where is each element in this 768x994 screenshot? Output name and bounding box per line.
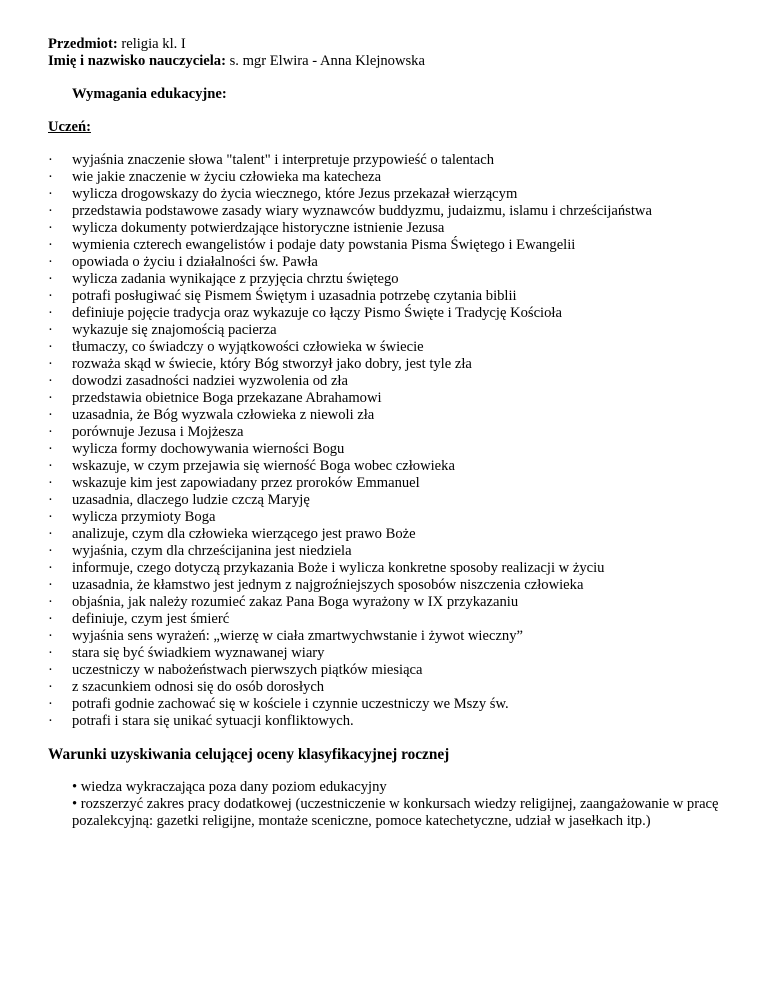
bullet-icon: ·: [48, 594, 53, 610]
requirement-text: wylicza przymioty Boga: [72, 509, 216, 525]
requirement-text: uczestniczy w nabożeństwach pierwszych piątków miesiąca: [72, 662, 423, 678]
requirement-text: wymienia czterech ewangelistów i podaje daty powstania Pisma Świętego i Ewangelii: [72, 237, 576, 253]
requirement-item: [48, 577, 748, 594]
requirement-text: przedstawia podstawowe zasady wiary wyznawców buddyzmu, judaizmu, islamu i chrześcijaństwa: [72, 203, 652, 219]
bullet-icon: ·: [48, 509, 53, 525]
requirement-text: wylicza dokumenty potwierdzające historyczne istnienie Jezusa: [72, 220, 445, 236]
bullet-icon: ·: [48, 271, 53, 287]
requirement-item: [48, 458, 748, 475]
bullet-icon: ·: [48, 186, 53, 202]
bullet-icon: ·: [48, 305, 53, 321]
requirement-item: [48, 628, 748, 645]
requirement-text: z szacunkiem odnosi się do osób dorosłych: [72, 679, 325, 695]
requirement-item: [48, 203, 748, 220]
requirement-text: analizuje, czym dla człowieka wierzącego jest prawo Boże: [72, 526, 416, 542]
bullet-icon: ·: [48, 475, 53, 491]
bullet-icon: ·: [48, 407, 53, 423]
requirement-text: potrafi posługiwać się Pismem Świętym i uzasadnia potrzebę czytania biblii: [72, 288, 517, 304]
conditions-title: Warunki uzyskiwania celującej oceny klasyfikacyjnej rocznej: [48, 746, 450, 763]
requirement-item: [48, 152, 748, 169]
requirement-text: porównuje Jezusa i Mojżesza: [72, 424, 244, 440]
requirement-text: definiuje, czym jest śmierć: [72, 611, 230, 627]
requirement-text: opowiada o życiu i działalności św. Pawła: [72, 254, 318, 270]
requirement-text: wyjaśnia sens wyrażeń: „wierzę w ciała zmartwychwstanie i żywot wieczny”: [72, 628, 523, 644]
requirement-item: [48, 220, 748, 237]
conditions-list: [72, 779, 748, 830]
bullet-icon: ·: [48, 662, 53, 678]
requirement-text: uzasadnia, że kłamstwo jest jednym z najgroźniejszych sposobów niszczenia człowieka: [72, 577, 584, 593]
teacher-label: Imię i nazwisko nauczyciela:: [48, 53, 226, 69]
condition-item: • rozszerzyć zakres pracy dodatkowej (uczestniczenie w konkursach wiedzy religijnej, zaangażowanie w pracę pozalekcyjną: gazetki religijne, montaże sceniczne, pomoce katechetyczne, udział w jasełkach itp.): [72, 796, 719, 829]
requirement-text: uzasadnia, dlaczego ludzie czczą Maryję: [72, 492, 310, 508]
bullet-icon: ·: [48, 424, 53, 440]
requirement-item: [48, 356, 748, 373]
requirement-text: wylicza drogowskazy do życia wiecznego, które Jezus przekazał wierzącym: [72, 186, 518, 202]
requirement-item: [48, 373, 748, 390]
requirement-item: [48, 169, 748, 186]
requirement-text: wykazuje się znajomością pacierza: [72, 322, 277, 338]
bullet-icon: ·: [48, 526, 53, 542]
requirement-item: [48, 407, 748, 424]
bullet-icon: ·: [48, 339, 53, 355]
bullet-icon: ·: [48, 543, 53, 559]
document-page: [48, 36, 748, 830]
requirement-item: [48, 441, 748, 458]
bullet-icon: ·: [48, 628, 53, 644]
requirement-item: [48, 594, 748, 611]
subject-line: [48, 36, 748, 53]
subject-value: religia kl. I: [117, 36, 186, 52]
requirement-text: przedstawia obietnice Boga przekazane Abrahamowi: [72, 390, 382, 406]
teacher-value: s. mgr Elwira - Anna Klejnowska: [225, 53, 425, 69]
requirements-title: Wymagania edukacyjne:: [72, 86, 227, 102]
bullet-icon: ·: [48, 288, 53, 304]
requirement-text: objaśnia, jak należy rozumieć zakaz Pana Boga wyrażony w IX przykazaniu: [72, 594, 519, 610]
bullet-icon: ·: [48, 560, 53, 576]
requirement-item: [48, 475, 748, 492]
requirement-text: stara się być świadkiem wyznawanej wiary: [72, 645, 325, 661]
bullet-icon: ·: [48, 322, 53, 338]
bullet-icon: ·: [48, 203, 53, 219]
bullet-icon: ·: [48, 458, 53, 474]
requirement-item: [48, 492, 748, 509]
bullet-icon: ·: [48, 611, 53, 627]
requirement-item: [48, 186, 748, 203]
requirements-list: [48, 152, 748, 730]
bullet-icon: ·: [48, 220, 53, 236]
bullet-icon: ·: [48, 390, 53, 406]
bullet-icon: ·: [48, 696, 53, 712]
requirement-item: [48, 645, 748, 662]
requirement-text: wyjaśnia, czym dla chrześcijanina jest niedziela: [72, 543, 352, 559]
requirement-item: [48, 390, 748, 407]
bullet-icon: ·: [48, 492, 53, 508]
bullet-icon: ·: [48, 356, 53, 372]
requirement-item: [48, 322, 748, 339]
requirement-item: [48, 696, 748, 713]
requirement-item: [48, 254, 748, 271]
requirement-text: potrafi i stara się unikać sytuacji konfliktowych.: [72, 713, 354, 729]
requirement-text: wskazuje, w czym przejawia się wierność Boga wobec człowieka: [72, 458, 455, 474]
condition-item: • wiedza wykraczająca poza dany poziom edukacyjny: [72, 779, 387, 795]
requirement-item: [48, 611, 748, 628]
requirement-text: wskazuje kim jest zapowiadany przez proroków Emmanuel: [72, 475, 420, 491]
bullet-icon: ·: [48, 713, 53, 729]
requirement-item: [48, 339, 748, 356]
bullet-icon: ·: [48, 645, 53, 661]
requirement-text: rozważa skąd w świecie, który Bóg stworzył jako dobry, jest tyle zła: [72, 356, 472, 372]
requirement-text: potrafi godnie zachować się w kościele i czynnie uczestniczy we Mszy św.: [72, 696, 509, 712]
requirement-item: [48, 560, 748, 577]
bullet-icon: ·: [48, 169, 53, 185]
requirement-item: [48, 526, 748, 543]
bullet-icon: ·: [48, 254, 53, 270]
student-label: Uczeń:: [48, 119, 91, 135]
requirement-text: wie jakie znaczenie w życiu człowieka ma katecheza: [72, 169, 382, 185]
teacher-line: [48, 53, 748, 70]
requirement-text: wylicza zadania wynikające z przyjęcia chrztu świętego: [72, 271, 399, 287]
requirement-text: dowodzi zasadności nadziei wyzwolenia od zła: [72, 373, 348, 389]
requirement-item: [48, 305, 748, 322]
requirement-item: [48, 237, 748, 254]
requirement-item: [48, 509, 748, 526]
requirement-item: [48, 662, 748, 679]
requirement-item: [48, 271, 748, 288]
requirement-text: definiuje pojęcie tradycja oraz wykazuje co łączy Pismo Święte i Tradycję Kościoła: [72, 305, 562, 321]
bullet-icon: ·: [48, 373, 53, 389]
bullet-icon: ·: [48, 679, 53, 695]
requirement-text: tłumaczy, co świadczy o wyjątkowości człowieka w świecie: [72, 339, 424, 355]
bullet-icon: ·: [48, 152, 53, 168]
requirement-item: [48, 543, 748, 560]
bullet-icon: ·: [48, 237, 53, 253]
requirement-text: informuje, czego dotyczą przykazania Boże i wylicza konkretne sposoby realizacji w życiu: [72, 560, 605, 576]
requirement-item: [48, 713, 748, 730]
subject-label: Przedmiot:: [48, 36, 118, 52]
requirement-item: [48, 288, 748, 305]
bullet-icon: ·: [48, 577, 53, 593]
requirement-text: wyjaśnia znaczenie słowa "talent" i interpretuje przypowieść o talentach: [72, 152, 494, 168]
bullet-icon: ·: [48, 441, 53, 457]
requirement-text: wylicza formy dochowywania wierności Bogu: [72, 441, 345, 457]
requirement-item: [48, 424, 748, 441]
requirement-text: uzasadnia, że Bóg wyzwala człowieka z niewoli zła: [72, 407, 375, 423]
requirement-item: [48, 679, 748, 696]
